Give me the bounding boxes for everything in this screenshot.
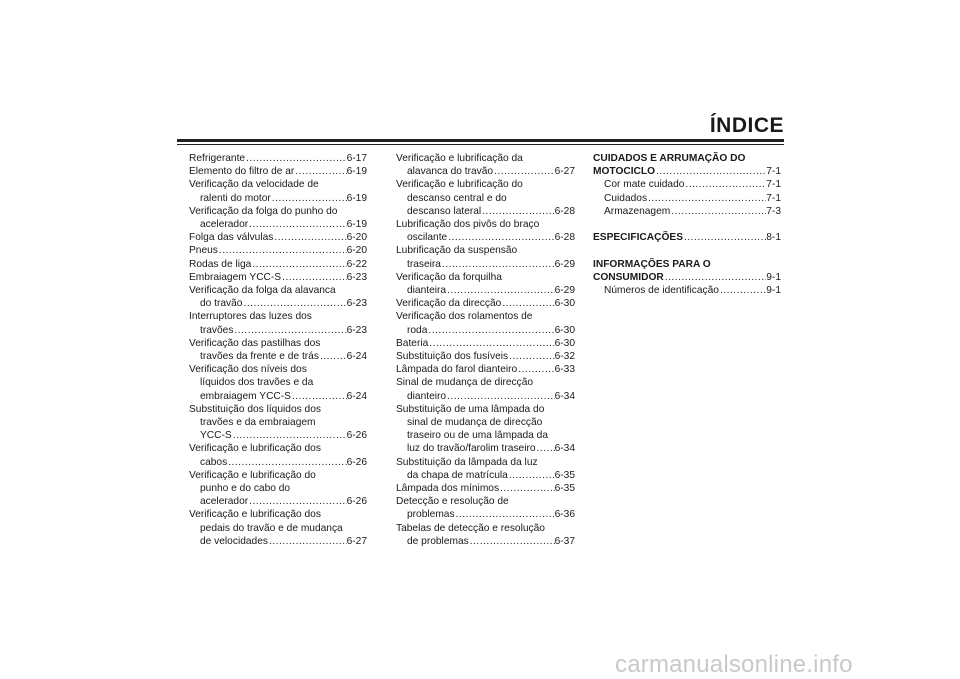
dot-leader bbox=[233, 324, 346, 337]
toc-entry-text: Verificação e lubrificação do bbox=[396, 179, 523, 191]
dot-leader bbox=[655, 165, 766, 178]
toc-entry-text: Verificação e lubrificação dos bbox=[189, 509, 321, 521]
toc-entry-text: Lubrificação da suspensão bbox=[396, 245, 518, 257]
toc-entry-line bbox=[189, 218, 367, 231]
toc-entry-line bbox=[189, 376, 367, 389]
toc-entry-line bbox=[189, 403, 367, 416]
toc-page-number: 6-35 bbox=[554, 469, 575, 481]
toc-entry-line bbox=[396, 456, 575, 469]
toc-entry-text: Verificação dos níveis dos bbox=[189, 364, 307, 376]
toc-entry-line bbox=[396, 522, 575, 535]
toc-entry[interactable] bbox=[593, 178, 781, 191]
toc-entry-text: Cor mate cuidado bbox=[604, 179, 685, 191]
toc-entry-line bbox=[189, 231, 367, 244]
toc-entry-line bbox=[396, 192, 575, 205]
toc-entry[interactable] bbox=[189, 310, 367, 336]
toc-entry[interactable] bbox=[396, 456, 575, 482]
toc-entry[interactable] bbox=[593, 231, 781, 244]
toc-entry-line bbox=[593, 165, 781, 178]
toc-entry-text: Detecção e resolução de bbox=[396, 496, 509, 508]
toc-page-number: 7-3 bbox=[766, 205, 781, 217]
toc-page-number: 6-35 bbox=[554, 483, 575, 495]
toc-entry[interactable] bbox=[396, 482, 575, 495]
toc-entry-text: sinal de mudança de direcção bbox=[407, 417, 543, 429]
toc-entry-line bbox=[396, 403, 575, 416]
toc-entry-line bbox=[189, 456, 367, 469]
toc-entry-line bbox=[189, 165, 367, 178]
dot-leader bbox=[245, 152, 347, 165]
watermark-text: carmanualsonline.info bbox=[615, 651, 853, 678]
toc-entry[interactable] bbox=[396, 522, 575, 548]
toc-entry-line bbox=[396, 324, 575, 337]
toc-page-number: 7-1 bbox=[766, 179, 781, 191]
toc-entry-text: CUIDADOS E ARRUMAÇÃO DO bbox=[593, 153, 746, 164]
toc-entry[interactable] bbox=[189, 508, 367, 548]
toc-entry-text: INFORMAÇÕES PARA O bbox=[593, 258, 711, 270]
toc-entry-line bbox=[396, 390, 575, 403]
toc-entry-text: Substituição da lâmpada da luz bbox=[396, 456, 538, 468]
toc-page-number: 6-32 bbox=[554, 351, 575, 363]
toc-entry-line bbox=[189, 390, 367, 403]
toc-entry-line bbox=[189, 271, 367, 284]
toc-page-number: 6-26 bbox=[346, 456, 367, 468]
toc-entry-line bbox=[593, 178, 781, 191]
toc-entry-line bbox=[396, 284, 575, 297]
toc-entry-text: Lubrificação dos pivôs do braço bbox=[396, 219, 540, 231]
toc-entry-line bbox=[396, 469, 575, 482]
toc-entry-line bbox=[396, 429, 575, 442]
toc-entry-line bbox=[189, 284, 367, 297]
dot-leader bbox=[683, 231, 766, 244]
toc-entry-text: Verificação e lubrificação do bbox=[189, 469, 316, 481]
dot-leader bbox=[248, 495, 346, 508]
toc-entry-line bbox=[189, 258, 367, 271]
toc-entry-text: punho e do cabo do bbox=[200, 483, 291, 495]
toc-entry-text: ESPECIFICAÇÕES bbox=[593, 232, 684, 244]
toc-entry-text: descanso lateral bbox=[407, 205, 482, 217]
toc-page-number: 6-23 bbox=[346, 324, 367, 336]
toc-entry-line bbox=[396, 350, 575, 363]
toc-entry-text: roda bbox=[407, 324, 428, 336]
toc-entry-text: travões e da embraiagem bbox=[200, 417, 316, 429]
toc-entry-text: Números de identificação bbox=[604, 285, 719, 296]
toc-entry-text: alavanca do travão bbox=[407, 166, 494, 178]
dot-leader bbox=[281, 271, 347, 284]
toc-entry-line bbox=[189, 244, 367, 257]
dot-leader bbox=[242, 297, 346, 310]
toc-page-number: 6-30 bbox=[554, 324, 575, 336]
toc-page-number: 6-29 bbox=[554, 285, 575, 297]
toc-entry-text: Verificação dos rolamentos de bbox=[396, 311, 533, 323]
toc-entry-text: oscilante bbox=[407, 232, 448, 244]
toc-entry-line bbox=[189, 324, 367, 337]
toc-page-number: 6-26 bbox=[346, 496, 367, 508]
toc-entry-text: traseiro ou de uma lâmpada da bbox=[407, 430, 549, 442]
toc-entry-line bbox=[396, 205, 575, 218]
dot-leader bbox=[251, 258, 346, 271]
dot-leader bbox=[508, 350, 554, 363]
toc-entry-line bbox=[396, 337, 575, 350]
toc-entry-line bbox=[189, 522, 367, 535]
toc-entry[interactable] bbox=[593, 152, 781, 178]
toc-entry-line bbox=[396, 442, 575, 455]
dot-leader bbox=[227, 456, 346, 469]
toc-entry[interactable] bbox=[189, 442, 367, 468]
toc-entry-text: de problemas bbox=[407, 535, 469, 547]
toc-entry-text: Substituição de uma lâmpada do bbox=[396, 403, 545, 415]
toc-entry[interactable] bbox=[396, 310, 575, 336]
toc-page-number: 6-28 bbox=[554, 205, 575, 217]
toc-entry[interactable] bbox=[189, 258, 367, 271]
toc-entry-line bbox=[396, 178, 575, 191]
toc-entry-line bbox=[396, 535, 575, 548]
toc-entry-text: Substituição dos líquidos dos bbox=[189, 403, 321, 415]
dot-leader bbox=[427, 324, 554, 337]
toc-column-2 bbox=[396, 152, 575, 548]
toc-page-number: 6-20 bbox=[346, 232, 367, 244]
toc-entry-text: da chapa de matrícula bbox=[407, 469, 508, 481]
toc-page-number: 6-36 bbox=[554, 509, 575, 521]
dot-leader bbox=[719, 284, 766, 297]
toc-entry-line bbox=[593, 284, 781, 297]
toc-entry-text: de velocidades bbox=[200, 535, 268, 547]
toc-entry[interactable] bbox=[189, 403, 367, 443]
dot-leader bbox=[271, 192, 347, 205]
dot-leader bbox=[455, 508, 555, 521]
toc-page-number: 7-1 bbox=[766, 166, 781, 178]
toc-entry[interactable] bbox=[189, 165, 367, 178]
toc-entry[interactable] bbox=[189, 469, 367, 509]
toc-entry-text: Cuidados bbox=[604, 192, 648, 204]
dot-leader bbox=[291, 390, 347, 403]
toc-page-number: 6-28 bbox=[554, 232, 575, 244]
toc-page-number: 6-19 bbox=[346, 219, 367, 231]
toc-entry-text: Verificação da velocidade de bbox=[189, 179, 319, 191]
toc-entry-line bbox=[396, 416, 575, 429]
toc-entry-text: Verificação da folga do punho do bbox=[189, 205, 338, 217]
title-rule-thick bbox=[177, 139, 784, 142]
toc-entry-line bbox=[189, 495, 367, 508]
toc-entry-line bbox=[189, 350, 367, 363]
toc-page-number: 6-29 bbox=[554, 258, 575, 270]
dot-leader bbox=[481, 205, 554, 218]
toc-entry-line bbox=[189, 469, 367, 482]
toc-entry[interactable] bbox=[593, 205, 781, 218]
dot-leader bbox=[647, 192, 766, 205]
dot-leader bbox=[508, 469, 555, 482]
toc-page-number: 6-26 bbox=[346, 430, 367, 442]
toc-entry-text: Lâmpada do farol dianteiro bbox=[396, 364, 518, 376]
toc-entry-text: Armazenagem bbox=[604, 205, 671, 217]
toc-entry-line bbox=[189, 416, 367, 429]
toc-entry-text: YCC-S bbox=[200, 430, 232, 442]
toc-entry-line bbox=[189, 192, 367, 205]
dot-leader bbox=[670, 205, 766, 218]
dot-leader bbox=[294, 165, 346, 178]
toc-page-number: 6-30 bbox=[554, 337, 575, 349]
toc-page-number: 6-23 bbox=[346, 298, 367, 310]
toc-entry-text: Verificação da direcção bbox=[396, 298, 502, 310]
toc-entry-line bbox=[189, 205, 367, 218]
toc-page-number: 6-27 bbox=[554, 166, 575, 178]
toc-entry-line bbox=[396, 152, 575, 165]
toc-entry[interactable] bbox=[189, 244, 367, 257]
toc-entry-line bbox=[396, 297, 575, 310]
toc-entry-text: acelerador bbox=[200, 219, 249, 231]
toc-entry-line bbox=[396, 271, 575, 284]
toc-page-number: 6-37 bbox=[554, 535, 575, 547]
toc-entry[interactable] bbox=[396, 152, 575, 178]
toc-entry[interactable] bbox=[396, 376, 575, 402]
toc-entry-text: Sinal de mudança de direcção bbox=[396, 377, 534, 389]
title-rule-thin bbox=[177, 144, 784, 145]
toc-entry-line bbox=[593, 271, 781, 284]
toc-column-3 bbox=[593, 152, 781, 297]
toc-entry-text: Folga das válvulas bbox=[189, 232, 274, 244]
toc-page-number: 6-23 bbox=[346, 271, 367, 283]
toc-entry[interactable] bbox=[396, 218, 575, 244]
dot-leader bbox=[664, 271, 767, 284]
toc-page-number: 6-20 bbox=[346, 245, 367, 257]
toc-entry[interactable] bbox=[396, 350, 575, 363]
toc-page-number: 6-33 bbox=[554, 364, 575, 376]
toc-entry-line bbox=[189, 310, 367, 323]
toc-entry[interactable] bbox=[396, 363, 575, 376]
toc-entry[interactable] bbox=[189, 337, 367, 363]
toc-entry-text: Verificação da folga da alavanca bbox=[189, 285, 336, 297]
toc-entry-text: Tabelas de detecção e resolução bbox=[396, 522, 545, 534]
toc-page-number: 6-27 bbox=[346, 535, 367, 547]
toc-entry[interactable] bbox=[396, 178, 575, 218]
toc-entry-line bbox=[396, 165, 575, 178]
toc-entry-line bbox=[189, 337, 367, 350]
toc-entry-line bbox=[593, 192, 781, 205]
toc-entry-text: líquidos dos travões e da bbox=[200, 377, 314, 389]
toc-entry[interactable] bbox=[189, 363, 367, 403]
toc-page-number: 6-19 bbox=[346, 192, 367, 204]
toc-entry[interactable] bbox=[593, 284, 781, 297]
toc-entry-line bbox=[189, 482, 367, 495]
toc-entry[interactable] bbox=[396, 271, 575, 297]
toc-entry-text: Pneus bbox=[189, 245, 218, 257]
toc-entry-text: Verificação da forquilha bbox=[396, 271, 502, 283]
toc-page-number: 6-22 bbox=[346, 258, 367, 270]
toc-entry[interactable] bbox=[593, 192, 781, 205]
toc-entry-text: Substituição dos fusíveis bbox=[396, 351, 509, 363]
toc-entry-text: Verificação das pastilhas dos bbox=[189, 337, 321, 349]
toc-entry-line bbox=[189, 297, 367, 310]
toc-entry-line bbox=[396, 376, 575, 389]
toc-entry-line bbox=[189, 152, 367, 165]
toc-entry-text: Lâmpada dos mínimos bbox=[396, 483, 500, 495]
dot-leader bbox=[441, 258, 555, 271]
toc-entry-text: travões da frente e de trás bbox=[200, 351, 319, 363]
spacer bbox=[593, 218, 781, 231]
dot-leader bbox=[218, 244, 347, 257]
toc-entry-text: descanso central e do bbox=[407, 192, 507, 204]
toc-entry-line bbox=[396, 231, 575, 244]
toc-entry[interactable] bbox=[189, 231, 367, 244]
toc-entry-text: do travão bbox=[200, 298, 243, 310]
toc-entry-text: Bateria bbox=[396, 337, 429, 349]
toc-entry-line bbox=[189, 442, 367, 455]
toc-page-number: 6-34 bbox=[554, 390, 575, 402]
toc-entry-text: embraiagem YCC-S bbox=[200, 390, 291, 402]
toc-page-number: 9-1 bbox=[766, 285, 781, 296]
toc-entry[interactable] bbox=[396, 495, 575, 521]
toc-entry-text: Refrigerante bbox=[189, 153, 246, 164]
toc-entry-text: cabos bbox=[200, 456, 228, 468]
toc-page-number: 6-24 bbox=[346, 390, 367, 402]
toc-entry-line bbox=[396, 482, 575, 495]
toc-entry-line bbox=[593, 152, 781, 165]
toc-entry-text: Interruptores das luzes dos bbox=[189, 311, 312, 323]
toc-entry-line bbox=[593, 231, 781, 244]
dot-leader bbox=[501, 297, 554, 310]
toc-page-number: 6-17 bbox=[346, 153, 367, 164]
toc-entry-text: pedais do travão e de mudança bbox=[200, 522, 343, 534]
toc-entry-line bbox=[396, 310, 575, 323]
toc-page-number: 6-19 bbox=[346, 166, 367, 178]
toc-entry-text: acelerador bbox=[200, 496, 249, 508]
toc-entry-text: ralenti do motor bbox=[200, 192, 271, 204]
toc-entry-text: Verificação e lubrificação dos bbox=[189, 443, 321, 455]
dot-leader bbox=[499, 482, 555, 495]
dot-leader bbox=[493, 165, 555, 178]
toc-page-number: 6-34 bbox=[554, 443, 575, 455]
toc-entry-line bbox=[189, 508, 367, 521]
toc-entry-text: Rodas de liga bbox=[189, 258, 252, 270]
dot-leader bbox=[319, 350, 347, 363]
toc-entry[interactable] bbox=[189, 284, 367, 310]
dot-leader bbox=[446, 284, 555, 297]
toc-entry[interactable] bbox=[189, 271, 367, 284]
toc-column-1 bbox=[189, 152, 367, 548]
toc-entry-line bbox=[396, 244, 575, 257]
toc-entry-text: dianteiro bbox=[407, 390, 447, 402]
toc-entry-text: dianteira bbox=[407, 285, 447, 297]
dot-leader bbox=[232, 429, 347, 442]
toc-entry-line bbox=[396, 363, 575, 376]
toc-entry-text: luz do travão/farolim traseiro bbox=[407, 443, 536, 455]
toc-entry-line bbox=[593, 258, 781, 271]
toc-entry-line bbox=[396, 218, 575, 231]
toc-entry[interactable] bbox=[593, 258, 781, 284]
toc-entry-line bbox=[396, 508, 575, 521]
toc-entry-line bbox=[189, 363, 367, 376]
toc-entry-line bbox=[396, 495, 575, 508]
toc-entry[interactable] bbox=[189, 178, 367, 204]
toc-page-number: 9-1 bbox=[766, 271, 781, 283]
toc-entry[interactable] bbox=[189, 205, 367, 231]
dot-leader bbox=[428, 337, 554, 350]
dot-leader bbox=[268, 535, 347, 548]
toc-entry[interactable] bbox=[189, 152, 367, 165]
dot-leader bbox=[684, 178, 766, 191]
toc-entry-line bbox=[189, 178, 367, 191]
toc-entry-text: CONSUMIDOR bbox=[593, 271, 664, 283]
toc-entry[interactable] bbox=[396, 297, 575, 310]
toc-page-number: 8-1 bbox=[766, 232, 781, 244]
toc-entry-line bbox=[396, 258, 575, 271]
toc-entry-line bbox=[593, 205, 781, 218]
toc-entry-line bbox=[189, 535, 367, 548]
toc-entry-line bbox=[189, 429, 367, 442]
toc-page-number: 6-24 bbox=[346, 351, 367, 363]
dot-leader bbox=[517, 363, 554, 376]
dot-leader bbox=[446, 390, 555, 403]
toc-entry-text: problemas bbox=[407, 509, 455, 521]
toc-entry[interactable] bbox=[396, 337, 575, 350]
spacer bbox=[593, 244, 781, 257]
toc-entry[interactable] bbox=[396, 244, 575, 270]
dot-leader bbox=[273, 231, 346, 244]
toc-entry-text: traseira bbox=[407, 258, 441, 270]
toc-page-number: 7-1 bbox=[766, 192, 781, 204]
dot-leader bbox=[447, 231, 554, 244]
toc-entry-text: MOTOCICLO bbox=[593, 166, 656, 178]
toc-entry-text: Embraiagem YCC-S bbox=[189, 271, 282, 283]
dot-leader bbox=[536, 442, 555, 455]
dot-leader bbox=[469, 535, 555, 548]
toc-entry-text: Verificação e lubrificação da bbox=[396, 153, 523, 164]
page-title: ÍNDICE bbox=[709, 114, 784, 137]
toc-entry-text: travões bbox=[200, 324, 234, 336]
dot-leader bbox=[248, 218, 346, 231]
toc-entry[interactable] bbox=[396, 403, 575, 456]
toc-entry-text: Elemento do filtro de ar bbox=[189, 166, 295, 178]
toc-page-number: 6-30 bbox=[554, 298, 575, 310]
